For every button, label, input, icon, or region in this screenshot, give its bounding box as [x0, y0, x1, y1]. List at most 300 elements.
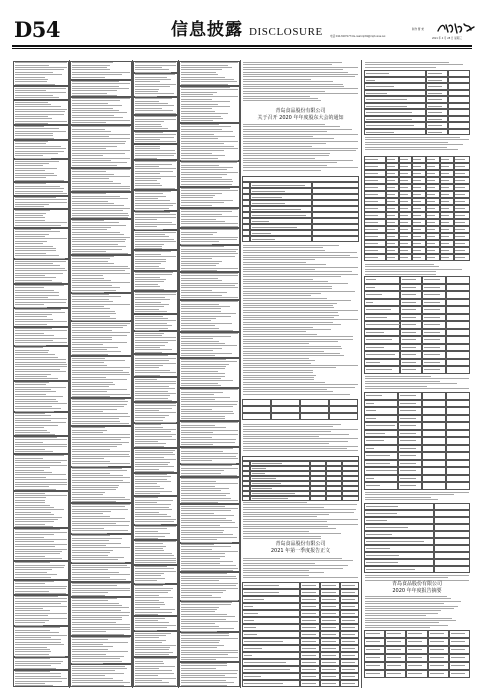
table-cell	[428, 662, 449, 670]
text-line	[243, 339, 353, 340]
text-line	[400, 395, 416, 396]
text-line	[135, 479, 167, 480]
text-line	[72, 523, 116, 524]
text-line	[15, 489, 56, 490]
text-line	[181, 418, 225, 419]
table-cell	[446, 306, 470, 314]
text-line	[72, 583, 130, 584]
text-line	[181, 308, 221, 309]
text-line	[72, 432, 103, 433]
text-line	[72, 389, 127, 390]
text-line	[72, 409, 117, 410]
text-line	[365, 194, 378, 195]
text-line	[15, 467, 50, 468]
text-line	[72, 396, 110, 397]
text-line	[181, 184, 232, 185]
text-line	[455, 243, 465, 244]
text-line	[400, 215, 408, 216]
table-cell	[446, 329, 470, 337]
table-cell	[364, 630, 385, 638]
text-line	[15, 204, 49, 205]
text-line	[15, 352, 48, 353]
text-line	[366, 433, 385, 434]
text-line	[181, 120, 213, 121]
text-line	[15, 603, 61, 604]
text-line	[181, 258, 212, 259]
text-line	[181, 290, 212, 291]
text-line	[15, 67, 67, 68]
text-line	[181, 106, 230, 107]
text-line	[181, 568, 238, 569]
text-line	[135, 533, 170, 534]
text-line	[243, 170, 321, 171]
text-line	[181, 619, 226, 620]
text-line	[72, 543, 121, 544]
text-line	[72, 585, 117, 586]
text-line	[243, 512, 354, 513]
text-line	[135, 302, 161, 303]
text-line	[342, 627, 355, 628]
text-line	[15, 618, 67, 619]
text-line	[15, 220, 45, 221]
text-line	[243, 162, 337, 163]
text-line	[366, 513, 397, 514]
text-line	[243, 276, 341, 277]
text-line	[400, 201, 408, 202]
text-line	[243, 384, 358, 385]
text-line	[15, 268, 65, 269]
text-line	[15, 422, 66, 423]
text-line	[243, 303, 337, 304]
text-line	[365, 622, 439, 623]
notice-company-1: 青岛食品股份有限公司	[275, 108, 326, 114]
text-line	[135, 196, 166, 197]
text-line	[72, 475, 123, 476]
text-line	[365, 201, 378, 202]
text-line	[402, 347, 416, 348]
text-line	[72, 308, 110, 309]
text-line	[387, 208, 395, 209]
text-line	[135, 375, 160, 376]
text-line	[135, 575, 161, 576]
text-line	[181, 442, 235, 443]
text-line	[135, 678, 176, 679]
text-line	[135, 161, 176, 162]
text-line	[243, 377, 314, 378]
text-line	[15, 277, 56, 278]
text-line	[72, 365, 107, 366]
table-cell	[385, 630, 406, 638]
text-line	[424, 324, 440, 325]
text-line	[15, 263, 53, 264]
text-line	[365, 166, 378, 167]
text-line	[72, 220, 104, 221]
text-line	[72, 666, 125, 667]
text-line	[15, 350, 49, 351]
text-line	[181, 304, 219, 305]
text-line	[365, 142, 448, 143]
text-line	[135, 86, 170, 87]
table-cell	[271, 406, 300, 413]
text-line	[181, 237, 238, 238]
text-line	[243, 100, 321, 101]
table-cell	[446, 314, 470, 322]
text-line	[135, 148, 160, 149]
text-line	[135, 289, 164, 290]
text-line	[135, 469, 159, 470]
text-line	[15, 512, 51, 513]
text-line	[15, 615, 48, 616]
text-line	[15, 309, 61, 310]
text-line	[243, 538, 321, 539]
text-line	[181, 490, 221, 491]
text-line	[15, 524, 45, 525]
text-line	[366, 673, 380, 674]
text-line	[72, 316, 110, 317]
text-line	[15, 92, 66, 93]
text-line	[135, 441, 158, 442]
text-line	[181, 359, 226, 360]
text-line	[135, 212, 170, 213]
text-line	[244, 662, 286, 663]
text-line	[72, 456, 130, 457]
text-line	[181, 318, 216, 319]
text-line	[243, 126, 340, 127]
text-line	[181, 265, 216, 266]
text-line	[135, 333, 164, 334]
text-line	[428, 99, 442, 100]
text-line	[427, 180, 435, 181]
text-line	[181, 576, 236, 577]
text-line	[243, 526, 328, 527]
notice-title-1: 关于召开 2020 年年度股东大会的通知	[257, 115, 344, 121]
text-line	[365, 497, 431, 498]
text-line	[413, 257, 421, 258]
text-line	[181, 336, 231, 337]
text-line	[402, 354, 416, 355]
text-line	[72, 538, 122, 539]
text-line	[15, 210, 50, 211]
text-line	[72, 651, 128, 652]
table-cell	[422, 400, 446, 408]
text-line	[135, 592, 168, 593]
text-line	[72, 141, 126, 142]
text-line	[15, 285, 64, 286]
text-line	[366, 555, 399, 556]
text-line	[365, 608, 454, 609]
text-line	[72, 550, 113, 551]
text-line	[72, 567, 130, 568]
text-line	[302, 655, 316, 656]
text-line	[72, 644, 103, 645]
table-cell	[446, 407, 470, 415]
text-line	[342, 641, 355, 642]
text-line	[365, 187, 378, 188]
text-line	[15, 191, 63, 192]
table-cell	[385, 670, 406, 678]
text-line	[135, 246, 162, 247]
text-line	[72, 461, 110, 462]
table-cell	[385, 662, 406, 670]
text-line	[181, 143, 224, 144]
text-line	[72, 112, 127, 113]
text-line	[181, 432, 213, 433]
text-line	[181, 239, 237, 240]
text-line	[15, 202, 67, 203]
text-line	[181, 549, 212, 550]
text-line	[15, 69, 64, 70]
text-line	[302, 585, 316, 586]
text-line	[135, 597, 173, 598]
table-cell	[242, 399, 271, 406]
text-line	[366, 324, 400, 325]
text-line	[243, 167, 358, 168]
text-line	[181, 602, 232, 603]
text-line	[15, 649, 50, 650]
text-line	[322, 592, 336, 593]
text-line	[72, 518, 125, 519]
text-line	[322, 620, 336, 621]
text-line	[72, 188, 130, 189]
text-line	[72, 344, 103, 345]
text-line	[15, 102, 48, 103]
text-line	[72, 313, 116, 314]
text-line	[181, 223, 238, 224]
text-line	[72, 287, 120, 288]
text-line	[322, 641, 336, 642]
text-line	[400, 208, 408, 209]
text-line	[72, 629, 130, 630]
text-line	[441, 187, 449, 188]
text-line	[181, 268, 238, 269]
text-line	[366, 403, 374, 404]
text-line	[243, 298, 327, 299]
text-line	[135, 558, 176, 559]
text-line	[181, 508, 238, 509]
text-line	[366, 119, 412, 120]
text-line	[244, 634, 257, 635]
text-line	[243, 271, 352, 272]
text-line	[135, 150, 175, 151]
text-line	[15, 131, 66, 132]
text-line	[365, 173, 378, 174]
text-line	[72, 67, 107, 68]
text-line	[243, 327, 313, 328]
text-line	[428, 73, 442, 74]
text-line	[72, 468, 122, 469]
text-line	[72, 301, 113, 302]
text-line	[181, 378, 221, 379]
text-line	[181, 460, 212, 461]
text-line	[15, 430, 47, 431]
text-line	[365, 577, 448, 578]
text-line	[135, 286, 160, 287]
text-line	[252, 191, 285, 192]
text-line	[72, 65, 110, 66]
text-line	[135, 219, 157, 220]
text-line	[15, 340, 53, 341]
table-cell	[446, 445, 470, 453]
text-line	[15, 622, 45, 623]
text-line	[72, 347, 118, 348]
text-line	[72, 215, 129, 216]
text-line	[135, 84, 176, 85]
text-line	[322, 606, 336, 607]
text-line	[135, 633, 171, 634]
text-line	[181, 179, 232, 180]
text-line	[181, 232, 217, 233]
text-line	[135, 335, 162, 336]
text-line	[243, 358, 309, 359]
text-line	[455, 166, 465, 167]
text-line	[135, 682, 169, 683]
text-line	[181, 510, 231, 511]
text-line	[15, 141, 48, 142]
text-line	[72, 74, 122, 75]
text-line	[366, 418, 376, 419]
text-line	[322, 662, 336, 663]
text-line	[181, 181, 233, 182]
text-line	[181, 385, 221, 386]
text-line	[366, 99, 407, 100]
table-cell	[385, 654, 406, 662]
text-line	[400, 448, 416, 449]
text-line	[181, 565, 236, 566]
text-line	[413, 173, 421, 174]
text-line	[72, 143, 125, 144]
text-line	[135, 474, 167, 475]
text-line	[413, 215, 421, 216]
text-line	[243, 324, 341, 325]
table-cell	[449, 638, 470, 646]
text-line	[243, 252, 357, 253]
text-line	[15, 529, 60, 530]
text-line	[72, 565, 127, 566]
text-line	[441, 201, 449, 202]
text-line	[15, 295, 59, 296]
text-line	[243, 247, 323, 248]
text-line	[244, 655, 252, 656]
text-line	[135, 466, 174, 467]
text-line	[366, 279, 376, 280]
text-line	[135, 121, 164, 122]
text-line	[15, 290, 54, 291]
text-line	[15, 312, 65, 313]
text-line	[135, 514, 167, 515]
text-line	[72, 492, 105, 493]
text-line	[15, 583, 45, 584]
text-line	[400, 194, 408, 195]
text-line	[135, 512, 159, 513]
text-line	[427, 201, 435, 202]
text-line	[135, 680, 162, 681]
text-line	[135, 164, 172, 165]
text-line	[72, 391, 107, 392]
text-line	[72, 442, 129, 443]
table-cell	[446, 482, 470, 490]
text-line	[72, 169, 130, 170]
text-line	[135, 398, 168, 399]
text-line	[72, 136, 109, 137]
text-line	[15, 324, 47, 325]
text-line	[15, 401, 58, 402]
table-cell	[446, 467, 470, 475]
text-line	[252, 203, 285, 204]
text-line	[181, 647, 217, 648]
text-line	[135, 316, 163, 317]
text-line	[387, 173, 395, 174]
text-line	[342, 648, 355, 649]
text-line	[15, 601, 67, 602]
text-line	[244, 585, 279, 586]
text-line	[72, 569, 108, 570]
notice-company-2: 青岛食品股份有限公司	[275, 541, 326, 547]
text-line	[365, 610, 441, 611]
text-line	[135, 429, 176, 430]
text-line	[181, 263, 219, 264]
text-line	[181, 522, 235, 523]
text-line	[135, 519, 176, 520]
text-line	[15, 565, 65, 566]
text-line	[243, 341, 338, 342]
text-line	[72, 374, 130, 375]
text-line	[72, 535, 110, 536]
text-line	[181, 69, 222, 70]
text-line	[135, 74, 175, 75]
text-line	[72, 339, 112, 340]
text-line	[135, 320, 176, 321]
text-line	[243, 259, 315, 260]
text-line	[181, 481, 216, 482]
text-line	[15, 234, 49, 235]
text-line	[15, 610, 50, 611]
text-line	[15, 678, 67, 679]
text-line	[135, 266, 159, 267]
text-line	[135, 602, 164, 603]
text-line	[181, 341, 219, 342]
text-line	[408, 649, 422, 650]
text-line	[181, 597, 221, 598]
text-line	[428, 132, 442, 133]
text-line	[366, 665, 380, 666]
text-line	[181, 628, 234, 629]
text-line	[72, 129, 105, 130]
text-line	[243, 165, 327, 166]
text-line	[72, 449, 110, 450]
text-line	[181, 456, 236, 457]
text-line	[181, 448, 233, 449]
text-line	[424, 309, 440, 310]
text-line	[135, 560, 176, 561]
text-line	[181, 214, 222, 215]
text-line	[15, 163, 49, 164]
text-line	[135, 497, 158, 498]
text-line	[302, 592, 316, 593]
text-line	[366, 332, 384, 333]
text-line	[135, 573, 164, 574]
text-line	[252, 493, 295, 494]
text-line	[243, 450, 358, 451]
notice-title-2: 2021 年第一季度报告正文	[270, 548, 331, 554]
table-cell	[446, 422, 470, 430]
text-line	[15, 74, 62, 75]
text-line	[135, 222, 172, 223]
text-line	[72, 421, 120, 422]
text-line	[451, 657, 465, 658]
text-line	[135, 521, 174, 522]
text-line	[243, 563, 315, 564]
text-line	[15, 507, 54, 508]
